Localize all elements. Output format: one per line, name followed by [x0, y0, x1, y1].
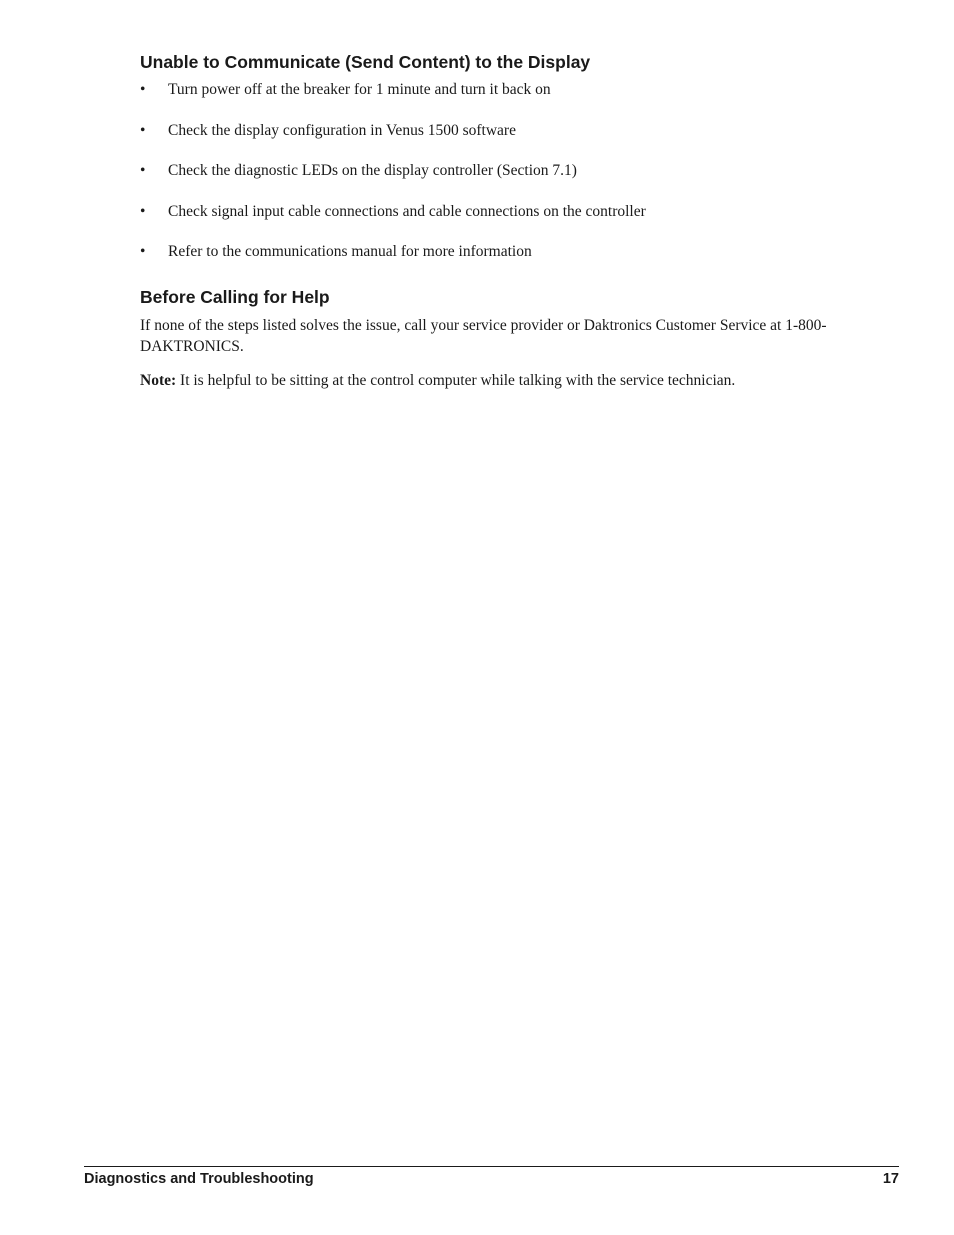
bullet-icon: •: [140, 81, 146, 98]
list-item-text: Refer to the communications manual for more information: [168, 243, 532, 260]
note-text: It is helpful to be sitting at the control computer while talking with the service technician.: [176, 372, 736, 389]
list-item: [140, 80, 860, 100]
troubleshooting-bullet-list: [140, 80, 860, 262]
bullet-icon: •: [140, 202, 146, 220]
list-item-text: Check the diagnostic LEDs on the display controller (Section 7.1): [168, 162, 577, 179]
list-item: [140, 202, 860, 222]
list-item: [140, 121, 860, 141]
list-item-text: Check signal input cable connections and cable connections on the controller: [168, 202, 646, 220]
section-heading-unable-to-communicate: Unable to Communicate (Send Content) to the Display: [140, 52, 591, 72]
note-label: Note:: [140, 372, 177, 389]
list-item: [140, 242, 860, 262]
bullet-icon: •: [140, 162, 146, 179]
list-item-text: Check the display configuration in Venus 1500 software: [168, 121, 516, 139]
section-heading-before-calling: Before Calling for Help: [140, 287, 330, 307]
bullet-icon: •: [140, 243, 146, 260]
list-item-text: Turn power off at the breaker for 1 minute and turn it back on: [168, 81, 551, 98]
bullet-icon: •: [140, 121, 146, 139]
page-content: [140, 50, 860, 391]
note-paragraph: [140, 370, 855, 391]
page-footer: [84, 1166, 899, 1187]
help-paragraph: If none of the steps listed solves the issue, call your service provider or Daktronics Customer Service at 1-800-DAKTRONICS.: [140, 317, 827, 355]
page-number: 17: [882, 1171, 899, 1187]
list-item: [140, 161, 860, 181]
footer-section-title: Diagnostics and Troubleshooting: [84, 1171, 314, 1187]
